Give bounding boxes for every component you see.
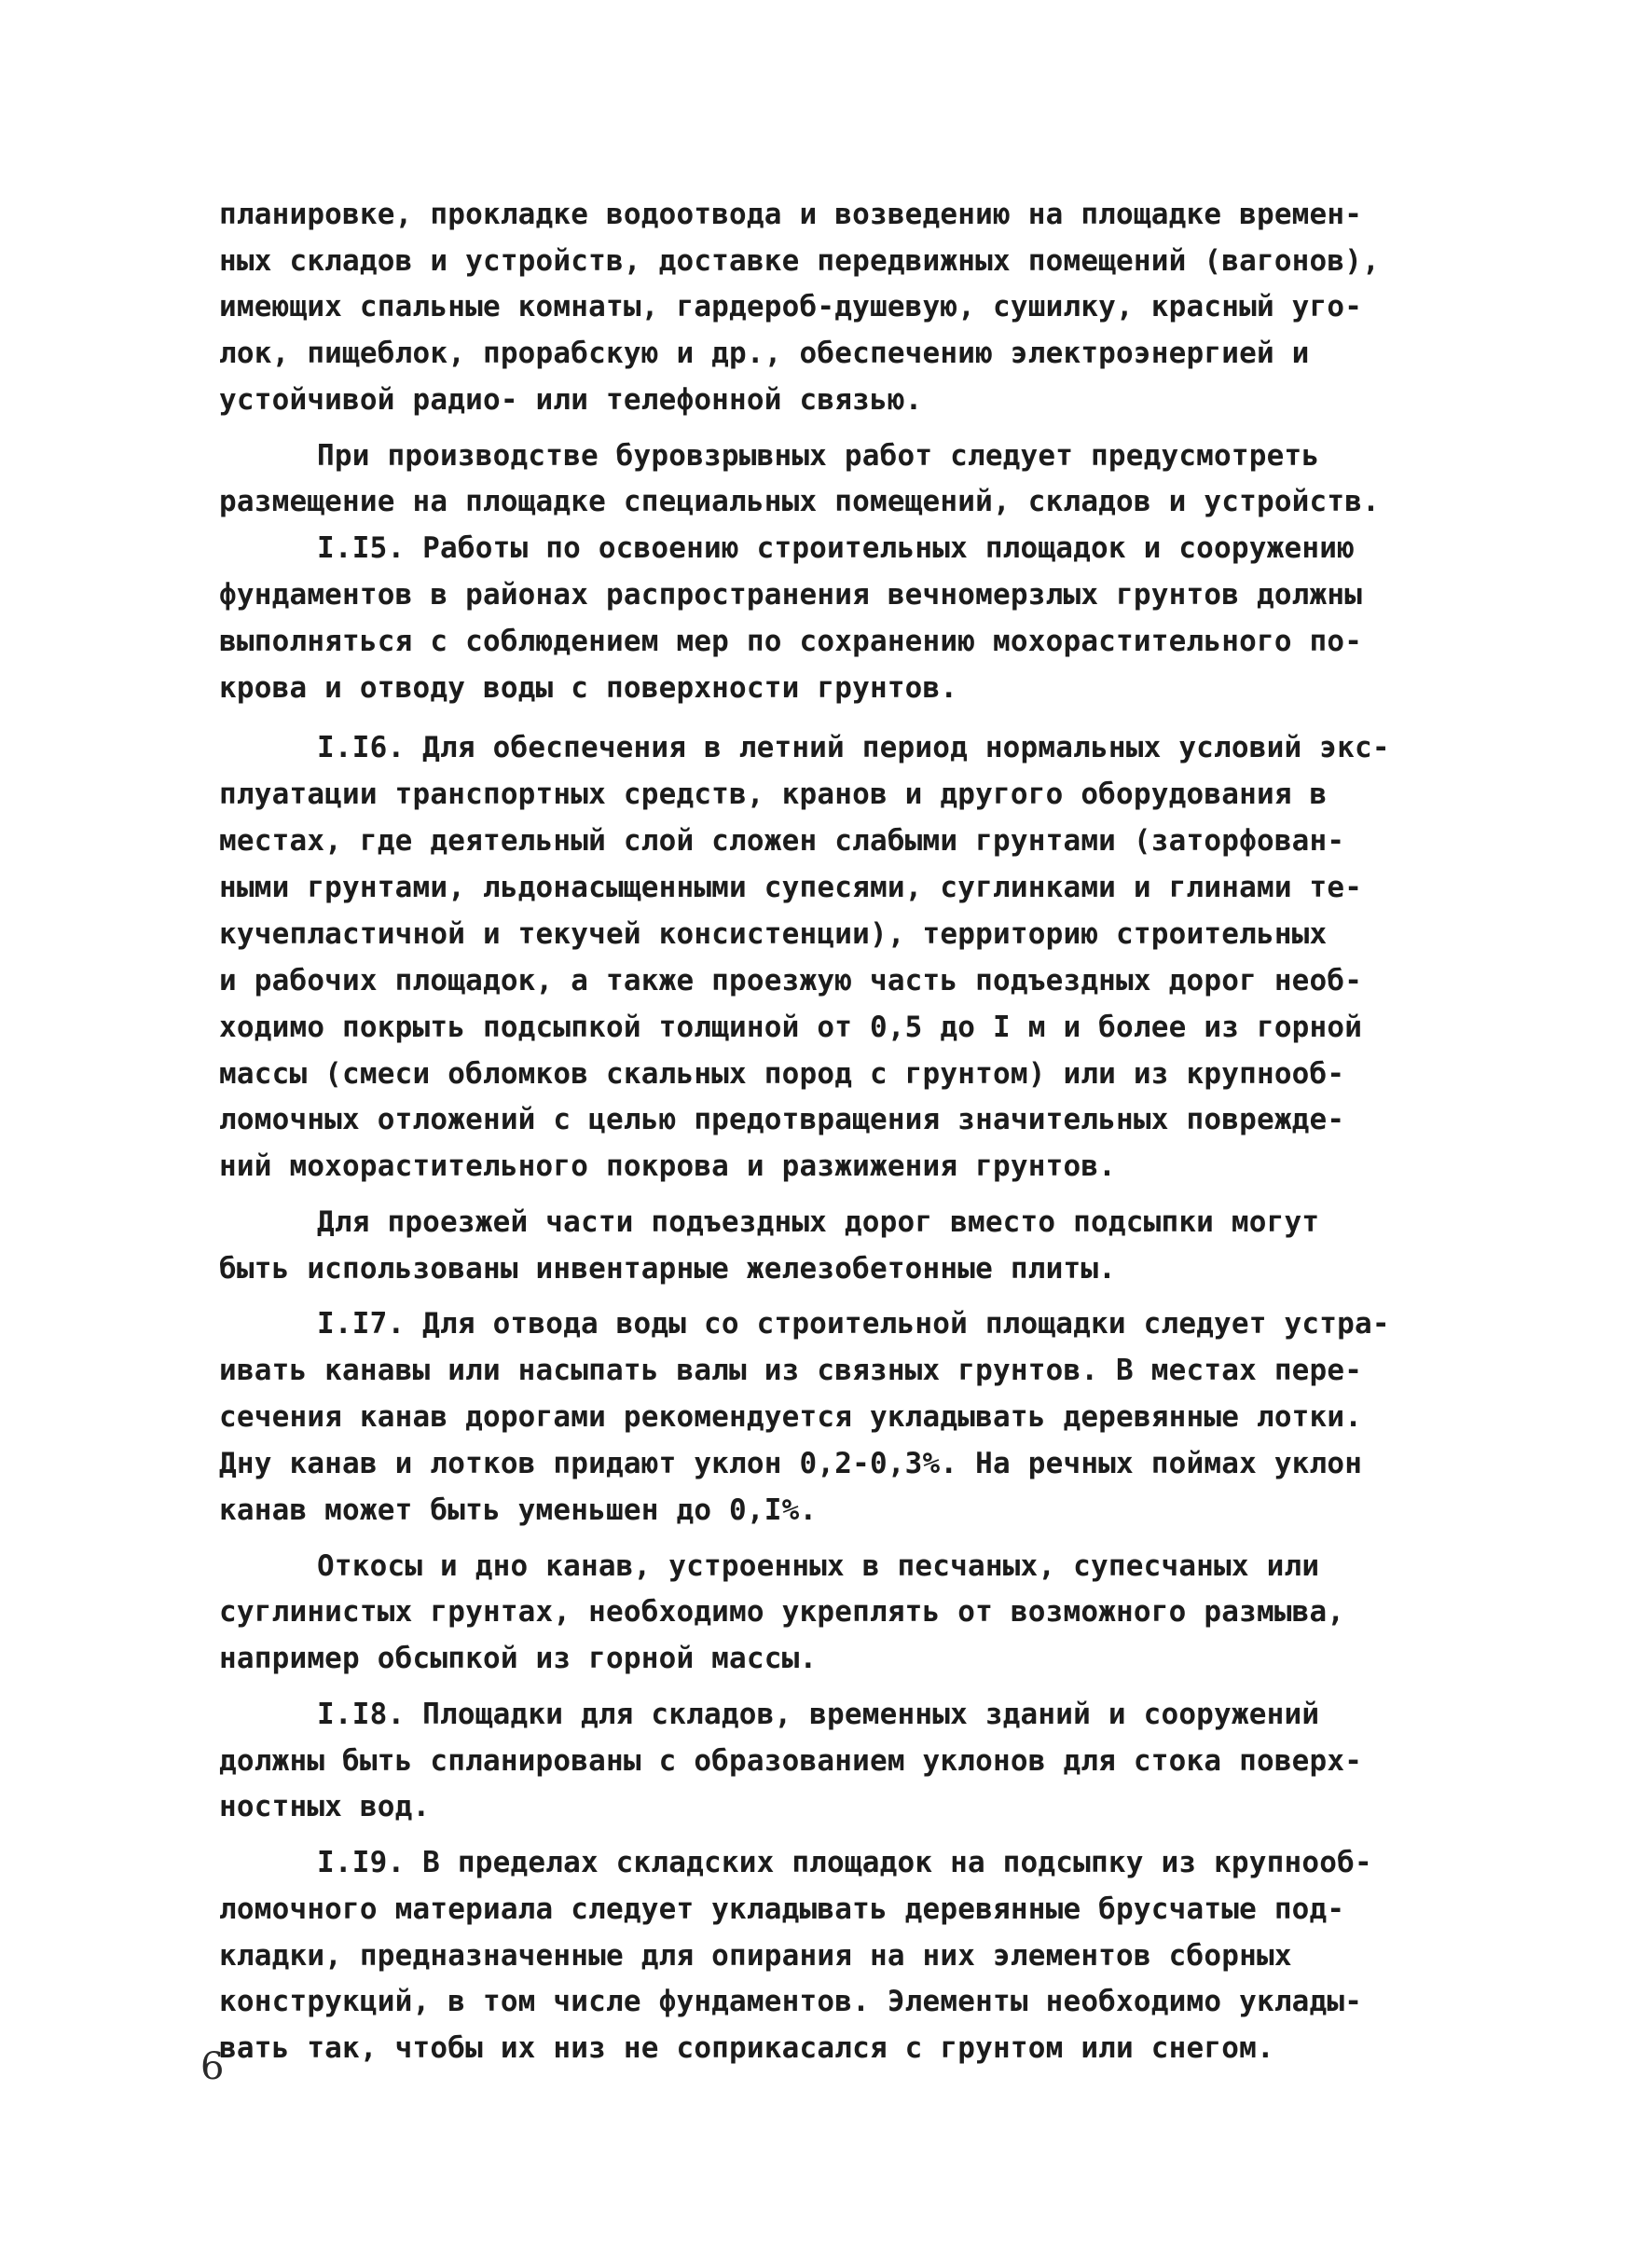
text-line: например обсыпкой из горной массы. — [219, 1642, 818, 1675]
text-line: планировке, прокладке водоотвода и возведению на площадке времен- — [219, 198, 1363, 231]
text-line: плуатации транспортных средств, кранов и другого оборудования в — [219, 777, 1328, 811]
text-line: ностных вод. — [219, 1790, 431, 1823]
text-line: ивать канавы или насыпать валы из связных грунтов. В местах пере- — [219, 1354, 1363, 1387]
text-line: Для проезжей части подъездных дорог вместо подсыпки могут — [317, 1205, 1320, 1239]
text-line: I.I5. Работы по освоению строительных площадок и сооружению — [317, 531, 1355, 565]
text-line: размещение на площадке специальных помещений, складов и устройств. — [219, 485, 1380, 518]
text-line: кучепластичной и текучей консистенции), территорию строительных — [219, 917, 1328, 951]
text-line: выполняться с соблюдением мер по сохранению мохорастительного по- — [219, 625, 1363, 658]
text-line: I.I7. Для отвода воды со строительной площадки следует устра- — [317, 1307, 1390, 1341]
text-line: I.I8. Площадки для складов, временных зданий и сооружений — [317, 1698, 1320, 1731]
text-line: местах, где деятельный слой сложен слабыми грунтами (заторфован- — [219, 824, 1345, 858]
text-line: При производстве буровзрывных работ следует предусмотреть — [317, 439, 1320, 473]
text-line: имеющих спальные комнаты, гардероб-душевую, сушилку, красный уго- — [219, 290, 1363, 323]
text-line: и рабочих площадок, а также проезжую часть подъездных дорог необ- — [219, 964, 1363, 997]
text-line: кладки, предназначенные для опирания на них элементов сборных — [219, 1939, 1292, 1973]
text-line: устойчивой радио- или телефонной связью. — [219, 383, 923, 417]
text-line: фундаментов в районах распространения вечномерзлых грунтов должны — [219, 578, 1363, 612]
text-line: сечения канав дорогами рекомендуется укладывать деревянные лотки. — [219, 1400, 1363, 1434]
text-line: вать так, чтобы их низ не соприкасался с грунтом или снегом. — [219, 2031, 1274, 2065]
text-line: ными грунтами, льдонасыщенными супесями, суглинками и глинами те- — [219, 871, 1363, 904]
text-line: массы (смеси обломков скальных пород с грунтом) или из крупнооб- — [219, 1057, 1345, 1091]
text-line: должны быть спланированы с образованием уклонов для стока поверх- — [219, 1744, 1363, 1778]
text-line: I.I9. В пределах складских площадок на подсыпку из крупнооб- — [317, 1846, 1372, 1879]
text-line: ломочного материала следует укладывать деревянные брусчатые под- — [219, 1892, 1345, 1926]
page-number: 6 — [200, 2045, 225, 2088]
text-line: ломочных отложений с целью предотвращения значительных поврежде- — [219, 1103, 1345, 1136]
text-line: Дну канав и лотков придают уклон 0,2-0,3%. На речных поймах уклон — [219, 1447, 1363, 1480]
text-line: I.I6. Для обеспечения в летний период нормальных условий экс- — [317, 731, 1390, 764]
text-line: конструкций, в том числе фундаментов. Элементы необходимо уклады- — [219, 1985, 1363, 2018]
text-line: канав может быть уменьшен до 0,I%. — [219, 1493, 818, 1527]
text-line: крова и отводу воды с поверхности грунтов. — [219, 671, 958, 705]
text-line: ний мохорастительного покрова и разжижения грунтов. — [219, 1149, 1117, 1183]
text-line: ных складов и устройств, доставке передвижных помещений (вагонов), — [219, 244, 1380, 278]
text-line: Откосы и дно канав, устроенных в песчаных, супесчаных или — [317, 1549, 1320, 1583]
text-line: быть использованы инвентарные железобетонные плиты. — [219, 1252, 1117, 1286]
text-line: суглинистых грунтах, необходимо укреплять от возможного размыва, — [219, 1595, 1345, 1629]
text-line: ходимо покрыть подсыпкой толщиной от 0,5 до I м и более из горной — [219, 1011, 1363, 1044]
text-line: лок, пищеблок, прорабскую и др., обеспечению электроэнергией и — [219, 337, 1310, 370]
